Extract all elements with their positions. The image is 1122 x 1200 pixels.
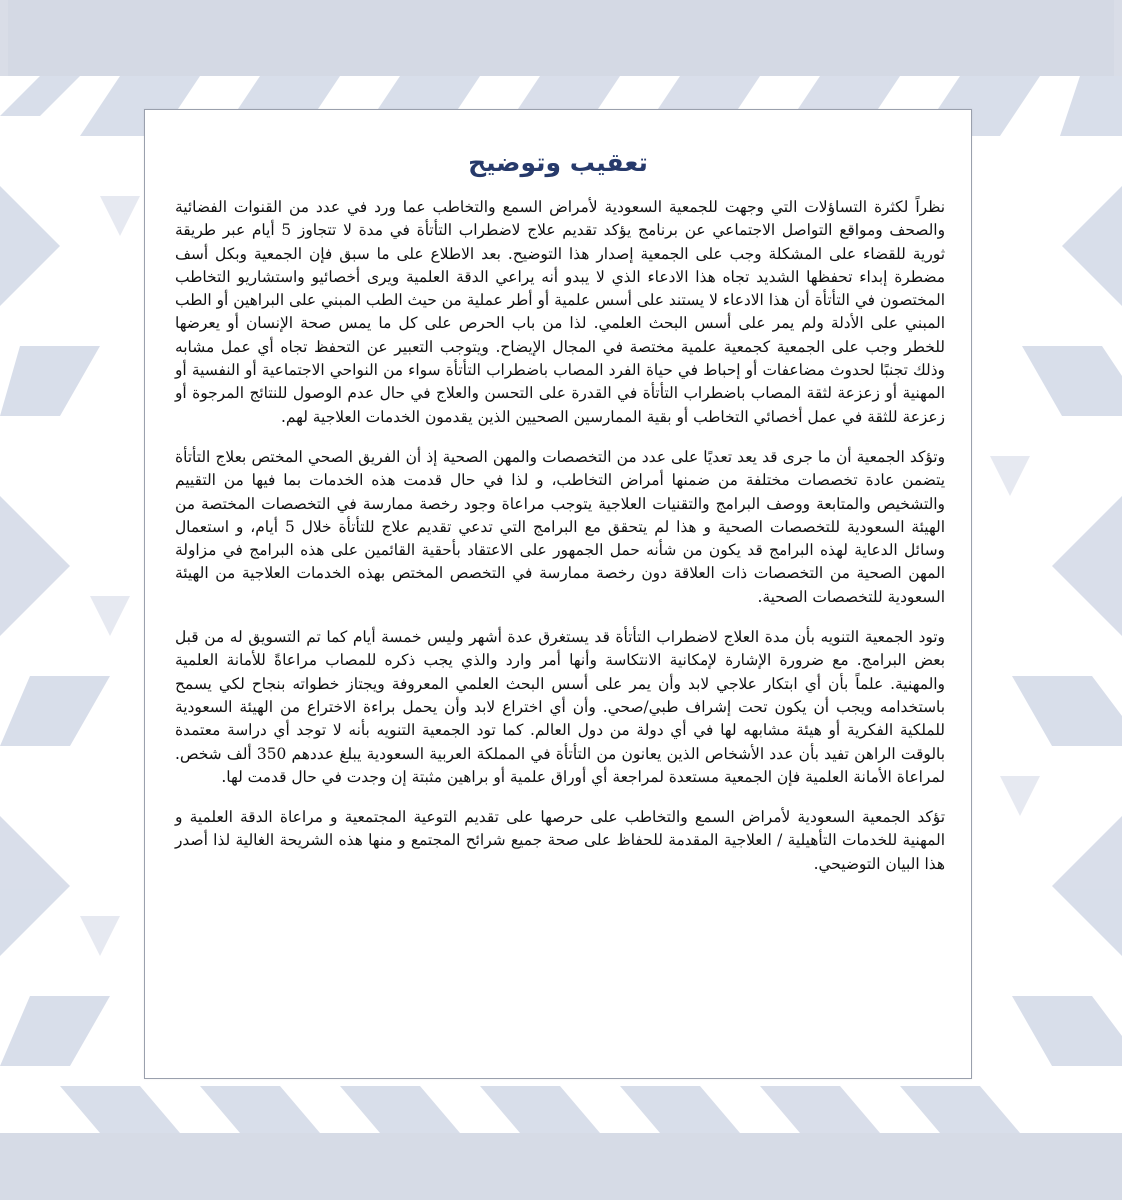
paragraph-3: وتود الجمعية التنويه بأن مدة العلاج لاضطراب التأتأة قد يستغرق عدة أشهر وليس خمسة أيام كما تم التسويق له من قبل بعض البرامج. مع ضرورة الإشارة لإمكانية الانتكاسة وأنها أمر وارد والذي يجب ذكره للمصاب مراعاةً للأمانة العلمية والمهنية. علماً بأن أي ابتكار علاجي لابد وأن يمر على أسس البحث العلمي المعروفة ويجتاز خطواته بنجاح لكي يسمح باستخدامه ويجب أن يكون تحت إشراف طبي/صحي. وأن أي اختراع لابد وأن يحمل براءة الاختراع من الهيئة السعودية للملكية الفكرية أو هيئة مشابهه لها في أي دولة من دول العالم. كما تود الجمعية التنويه بأنه لا توجد أي دراسة معتمدة بالوقت الراهن تفيد بأن عدد الأشخاص الذين يعانون من التأتأة في المملكة العربية السعودية يبلغ عددهم 350 ألف شخص. لمراعاة الأمانة العلمية فإن الجمعية مستعدة لمراجعة أي أوراق علمية أو براهين مثبتة إن وجدت في حال قدمت لها.	[175, 628, 945, 786]
statement-body	[175, 196, 945, 893]
paragraph-2: وتؤكد الجمعية أن ما جرى قد يعد تعديًا على عدد من التخصصات والمهن الصحية إذ أن الفريق الصحي المختص بعلاج التأتأة يتضمن عادة تخصصات مختلفة من ضمنها أمراض التخاطب، و لذا في حال قدمت هذه الخدمات بما فيها من التقييم والتشخيص والمتابعة ووصف البرامج والتقنيات العلاجية يتوجب مراعاة وجود رخصة ممارسة في التخصصات المختصة من الهيئة السعودية للتخصصات الصحية و هذا لم يتحقق مع البرامج التي تدعي تقديم علاج للتأتأة خلال 5 أيام، و استعمال وسائل الدعاية لهذه البرامج قد يكون من شأنه حمل الجمهور على الاعتقاد بأحقية القائمين على هذه البرامج في مزاولة المهن الصحية من التخصصات ذات العلاقة دون رخصة ممارسة في التخصص المختص بهذه الخدمات العلاجية من الهيئة السعودية للتخصصات الصحية.	[175, 447, 945, 606]
bottom-gray-band	[0, 1133, 1122, 1200]
paragraph-4: تؤكد الجمعية السعودية لأمراض السمع والتخاطب على حرصها على تقديم التوعية المجتمعية و مراعاة الدقة العلمية و المهنية للخدمات التأهيلية / العلاجية المقدمة للحفاظ على صحة جميع شرائح المجتمع و منها هذه الشريحة الغالية لذا أصدر هذا البيان التوضيحي.	[175, 808, 945, 873]
statement-card	[144, 109, 972, 1079]
page-title: تعقيب وتوضيح	[468, 148, 648, 177]
top-page-strip	[8, 0, 1114, 76]
paragraph-1: نظراً لكثرة التساؤلات التي وجهت للجمعية السعودية لأمراض السمع والتخاطب عما ورد في عدد من القنوات الفضائية والصحف ومواقع التواصل الاجتماعي عن برنامج يؤكد تقديم علاج لاضطراب التأتأة في مدة لا تتجاوز 5 أيام عبر طريقة ثورية للقضاء على المشكلة وجب على الجمعية إصدار هذا التوضيح. بعد الاطلاع على ما سبق فإن الجمعية وبكل أسف مضطرة إبداء تحفظها الشديد تجاه هذا الادعاء الذي لا يبدو أنه يراعي الدقة العلمية ويرى أخصائيو واستشاريو التخاطب المختصون في التأتأة أن هذا الادعاء لا يستند على أسس علمية أو أطر عملية من حيث الطب المبني على البراهين أو الطب المبني على الأدلة ولم يمر على أسس البحث العلمي. لذا من باب الحرص على كل ما يمس صحة الإنسان أو يعرضها للخطر وجب على الجمعية كجمعية علمية مختصة في المجال الإيضاح. ويتوجب التعبير عن التحفظ تجاه أي عمل مشابه وذلك تجنبًا لحدوث مضاعفات أو إحباط في حياة الفرد المصاب باضطراب التأتأة سواء من النواحي الاجتماعية أو النفسية أو المهنية أو زعزعة لثقة المصاب باضطراب التأتأة في القدرة على التحسن والعلاج في حال عدم الوصول للنتائج المرجوة أو زعزعة للثقة في عمل أخصائي التخاطب أو بقية الممارسين الصحيين الذين يقدمون الخدمات العلاجية لهم.	[175, 198, 945, 426]
